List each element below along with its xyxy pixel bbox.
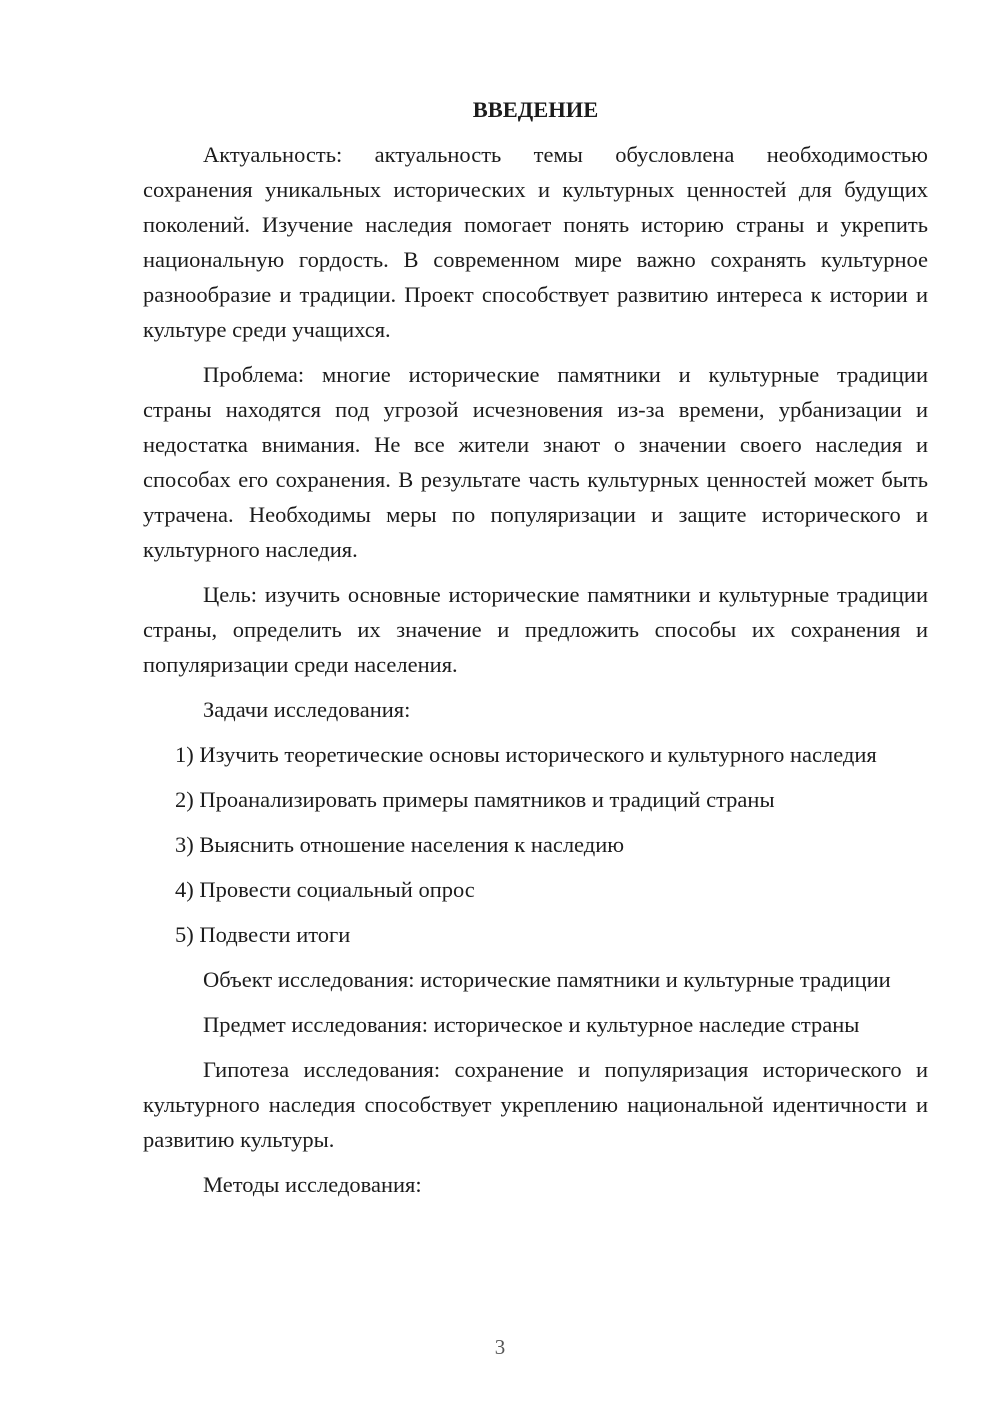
relevance-paragraph: Актуальность: актуальность темы обусловлена необходимостью сохранения уникальных исторических и культурных ценностей для будущих поколений. Изучение наследия помогает понять историю страны и укрепить национальную гордость. В современном мире важно сохранять культурное разнообразие и традиции. Проект способствует развитию интереса к истории и культуре среди учащихся.: [143, 142, 928, 342]
problem-paragraph: Проблема: многие исторические памятники и культурные традиции страны находятся под угрозой исчезновения из-за времени, урбанизации и недостатка внимания. Не все жители знают о значении своего наследия и способах его сохранения. В результате часть культурных ценностей может быть утрачена. Необходимы меры по популяризации и защите исторического и культурного наследия.: [143, 362, 928, 562]
goal-paragraph: Цель: изучить основные исторические памятники и культурные традиции страны, определить их значение и предложить способы их сохранения и популяризации среди населения.: [143, 582, 928, 677]
task-item: 2) Проанализировать примеры памятников и традиций страны: [175, 787, 775, 812]
task-item: 5) Подвести итоги: [175, 922, 351, 947]
subject-paragraph: Предмет исследования: историческое и культурное наследие страны: [203, 1012, 860, 1037]
task-item: 4) Провести социальный опрос: [175, 877, 475, 902]
task-item: 1) Изучить теоретические основы исторического и культурного наследия: [175, 742, 877, 767]
tasks-heading: Задачи исследования:: [203, 697, 411, 722]
methods-heading: Методы исследования:: [203, 1172, 422, 1197]
hypothesis-paragraph: Гипотеза исследования: сохранение и популяризация исторического и культурного наследия способствует укреплению национальной идентичности и развитию культуры.: [143, 1057, 928, 1152]
object-paragraph: Объект исследования: исторические памятники и культурные традиции: [203, 967, 891, 992]
task-item: 3) Выяснить отношение населения к наследию: [175, 832, 625, 857]
section-title: ВВЕДЕНИЕ: [472, 97, 599, 122]
page-number: 3: [494, 1335, 506, 1359]
page-content: [143, 92, 928, 1212]
